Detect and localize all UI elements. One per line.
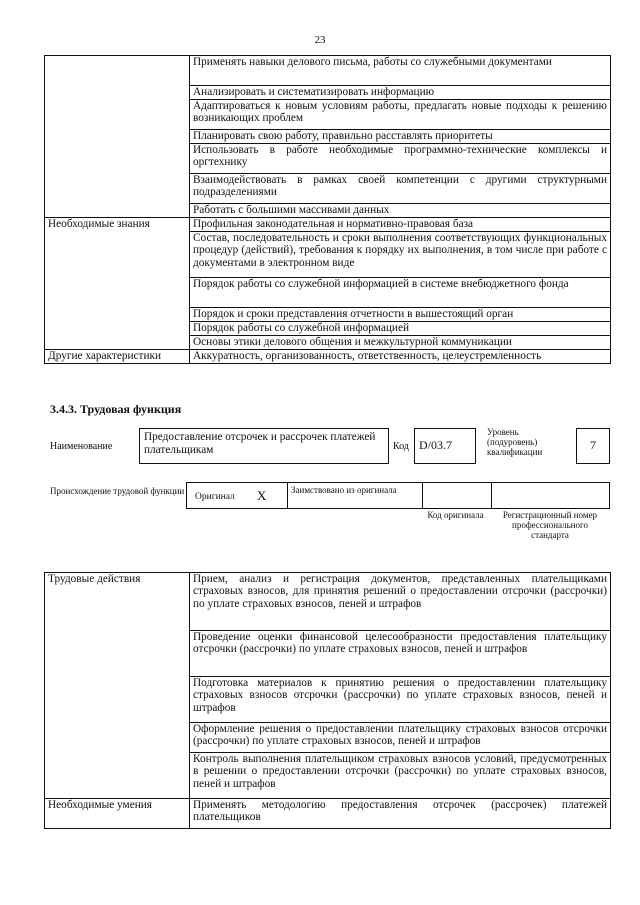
table-row bbox=[45, 56, 611, 86]
cell-text: Работать с большими массивами данных bbox=[190, 204, 611, 218]
row-label: Трудовые действия bbox=[45, 573, 190, 799]
code-original-label: Код оригинала bbox=[427, 510, 484, 520]
table-row bbox=[45, 573, 611, 631]
page-number: 23 bbox=[314, 34, 326, 46]
cell-text: Использовать в работе необходимые программно-технические комплексы и оргтехнику bbox=[190, 144, 611, 174]
code-value: D/03.7 bbox=[414, 428, 476, 464]
cell-text: Проведение оценки финансовой целесообразности предоставления плательщику отсрочки (рассрочки) по уплате страховых взносов, пеней и штрафов bbox=[190, 631, 611, 677]
top-table bbox=[44, 55, 611, 364]
row-label bbox=[45, 56, 190, 218]
divider bbox=[491, 483, 492, 508]
original-label: Оригинал bbox=[195, 492, 235, 502]
cell-text: Аккуратность, организованность, ответственность, целеустремленность bbox=[190, 350, 611, 364]
cell-text: Применять методологию предоставления отсрочек (рассрочек) платежей плательщиков bbox=[190, 799, 611, 829]
row-label: Необходимые умения bbox=[45, 799, 190, 829]
cell-text: Взаимодействовать в рамках своей компетенции с другими структурными подразделениями bbox=[190, 174, 611, 204]
cell-text: Профильная законодательная и нормативно-правовая база bbox=[190, 218, 611, 232]
level-label: Уровень (подуровень) квалификации bbox=[487, 427, 543, 457]
row-label: Другие характеристики bbox=[45, 350, 190, 364]
cell-text: Применять навыки делового письма, работы со служебными документами bbox=[190, 56, 611, 86]
cell-text: Порядок работы со служебной информацией bbox=[190, 322, 611, 336]
table-row bbox=[45, 218, 611, 232]
cell-text: Порядок работы со служебной информацией в системе внебюджетного фонда bbox=[190, 278, 611, 308]
level-value: 7 bbox=[576, 428, 610, 464]
section-title: 3.4.3. Трудовая функция bbox=[50, 402, 182, 416]
reg-number-label: Регистрационный номер профессионального стандарта bbox=[502, 510, 598, 540]
cell-text: Контроль выполнения плательщиком страховых взносов условий, предусмотренных в решении о предоставлении отсрочки (рассрочки) по уплате страховых взносов, пеней и штрафов bbox=[190, 753, 611, 799]
table-row bbox=[45, 350, 611, 364]
name-label: Наименование bbox=[50, 441, 113, 452]
origin-label: Происхождение трудовой функции bbox=[50, 486, 185, 496]
cell-text: Порядок и сроки представления отчетности в вышестоящий орган bbox=[190, 308, 611, 322]
divider bbox=[422, 483, 423, 508]
cell-text: Основы этики делового общения и межкультурной коммуникации bbox=[190, 336, 611, 350]
row-label: Необходимые знания bbox=[45, 218, 190, 350]
origin-table bbox=[186, 482, 610, 509]
cell-text: Подготовка материалов к принятию решения о предоставлении плательщику страховых взносов отсрочки (рассрочки) по уплате страховых взносов, пеней и штрафов bbox=[190, 677, 611, 723]
name-value: Предоставление отсрочек и рассрочек платежей плательщикам bbox=[139, 428, 389, 464]
cell-text: Оформление решения о предоставлении плательщику страховых взносов отсрочки (рассрочки) по уплате страховых взносов, пеней и штрафов bbox=[190, 723, 611, 753]
table-row bbox=[45, 799, 611, 829]
cell-text: Планировать свою работу, правильно расставлять приоритеты bbox=[190, 130, 611, 144]
original-mark: X bbox=[257, 488, 267, 503]
code-label: Код bbox=[393, 441, 409, 452]
cell-text: Адаптироваться к новым условиям работы, предлагать новые подходы к решению возникающих проблем bbox=[190, 100, 611, 130]
cell-text: Состав, последовательность и сроки выполнения соответствующих функциональных процедур (действий), требования к порядку их выполнения, в том числе при работе с документами в электронном виде bbox=[190, 232, 611, 278]
borrowed-label: Заимствовано из оригинала bbox=[291, 485, 397, 495]
cell-text: Анализировать и систематизировать информацию bbox=[190, 86, 611, 100]
bottom-table bbox=[44, 572, 611, 829]
divider bbox=[287, 483, 288, 508]
cell-text: Прием, анализ и регистрация документов, представленных плательщиками страховых взносов, для принятия решений о предоставлении отсрочки (рассрочки) по уплате страховых взносов, пеней и штрафов bbox=[190, 573, 611, 631]
